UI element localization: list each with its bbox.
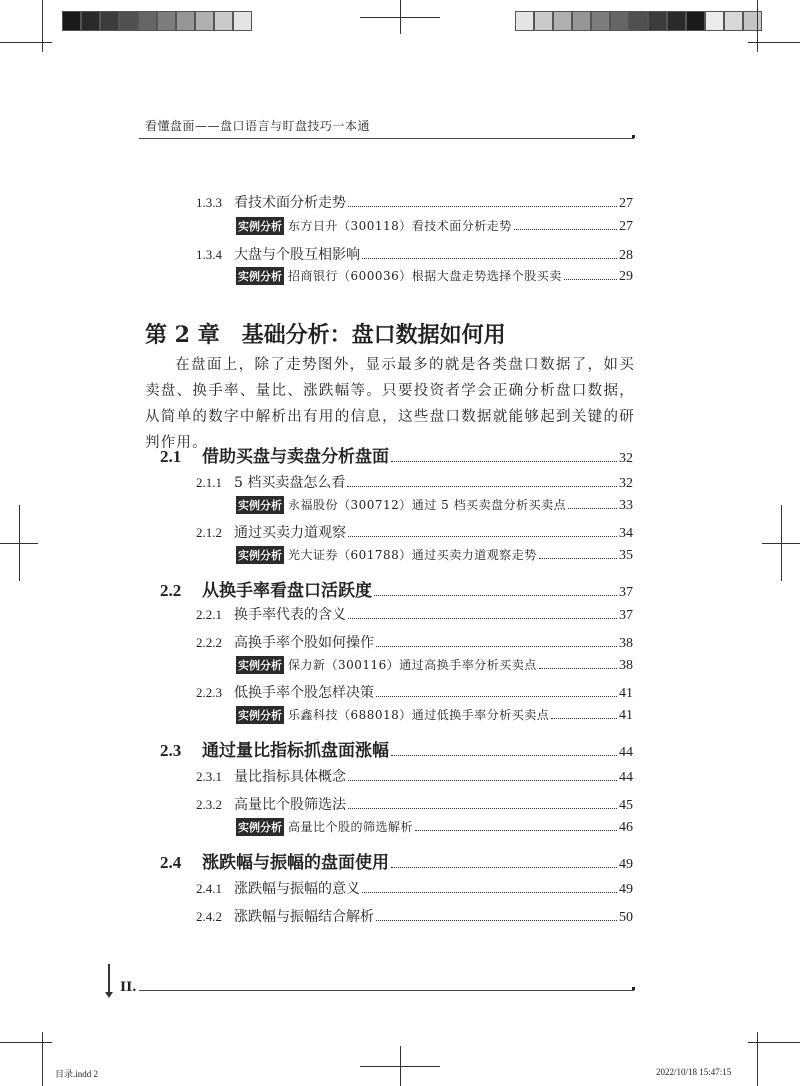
toc-number: 2.1.2 [196, 525, 222, 540]
toc-number: 2.3.1 [196, 769, 222, 784]
dot-leader [391, 461, 617, 462]
color-bar-left [62, 11, 252, 31]
toc-title: 低换手率个股怎样决策 [234, 685, 374, 701]
toc-page-number: 28 [619, 248, 633, 263]
color-swatch [534, 11, 553, 31]
slug-date: 2022/10/18 15:47:15 [656, 1067, 732, 1077]
header-rule [139, 138, 634, 139]
toc-number: 2.3.2 [196, 797, 222, 812]
color-swatch [591, 11, 610, 31]
dot-leader [347, 486, 617, 487]
toc-page-number: 32 [619, 476, 633, 491]
color-swatch [553, 11, 572, 31]
color-swatch [176, 11, 195, 31]
dot-leader [551, 718, 617, 719]
toc-page-number: 44 [619, 770, 633, 785]
toc-number: 2.4.1 [196, 881, 222, 896]
toc-subsection[interactable] [196, 604, 633, 624]
toc-section[interactable] [160, 576, 633, 601]
toc-example[interactable] [236, 818, 633, 836]
toc-title: 借助买盘与卖盘分析盘面 [202, 447, 389, 467]
color-swatch [515, 11, 534, 31]
color-swatch [743, 11, 762, 31]
example-badge: 实例分析 [236, 217, 284, 235]
header-dot [632, 135, 635, 138]
color-swatch [629, 11, 648, 31]
dot-leader [391, 755, 617, 756]
toc-example[interactable] [236, 267, 633, 285]
toc-subsection[interactable] [196, 192, 633, 212]
dot-leader [568, 508, 617, 509]
color-swatch [648, 11, 667, 31]
running-head: 看懂盘面——盘口语言与盯盘技巧一本通 [145, 119, 371, 133]
toc-title: 东方日升（300118）看技术面分析走势 [288, 219, 512, 233]
toc-example[interactable] [236, 656, 633, 674]
toc-title: 高量比个股筛选法 [234, 797, 346, 813]
color-swatch [572, 11, 591, 31]
dot-leader [348, 536, 617, 537]
toc-number: 2.1 [160, 447, 182, 466]
dot-leader [376, 696, 617, 697]
toc-page-number: 34 [619, 526, 633, 541]
color-swatch [100, 11, 119, 31]
dot-leader [415, 830, 617, 831]
toc-page-number: 29 [619, 269, 633, 284]
color-bar-right [515, 11, 762, 31]
chapter-title: 第 2 章 基础分析：盘口数据如何用 [145, 322, 506, 348]
color-swatch [667, 11, 686, 31]
toc-subsection[interactable] [196, 766, 633, 786]
toc-subsection[interactable] [196, 682, 633, 702]
color-swatch [195, 11, 214, 31]
toc-title: 换手率代表的含义 [234, 607, 346, 623]
example-badge: 实例分析 [236, 546, 284, 564]
toc-title: 涨跌幅与振幅的盘面使用 [202, 853, 389, 873]
toc-number: 2.2.2 [196, 635, 222, 650]
example-badge: 实例分析 [236, 496, 284, 514]
dot-leader [539, 558, 617, 559]
color-swatch [724, 11, 743, 31]
example-badge: 实例分析 [236, 656, 284, 674]
toc-page-number: 50 [619, 910, 633, 925]
color-swatch [233, 11, 252, 31]
toc-title: 永福股份（300712）通过 5 档买卖盘分析买卖点 [288, 498, 567, 512]
color-swatch [81, 11, 100, 31]
dot-leader [374, 595, 617, 596]
footer-dot [632, 987, 635, 990]
toc-page-number: 37 [619, 585, 633, 600]
toc-title: 光大证券（601788）通过买卖力道观察走势 [288, 548, 537, 562]
toc-subsection[interactable] [196, 906, 633, 926]
slug-file: 目录.indd 2 [55, 1069, 99, 1079]
toc-title: 乐鑫科技（688018）通过低换手率分析买卖点 [288, 708, 550, 722]
color-swatch [686, 11, 705, 31]
toc-subsection[interactable] [196, 472, 633, 492]
toc-title: 从换手率看盘口活跃度 [202, 581, 372, 601]
toc-title: 5 档买卖盘怎么看 [234, 475, 346, 491]
toc-title: 大盘与个股互相影响 [234, 247, 360, 263]
toc-page-number: 44 [619, 745, 633, 760]
toc-page-number: 41 [619, 686, 633, 701]
folio-marker [108, 964, 110, 994]
dot-leader [348, 618, 617, 619]
dot-leader [376, 646, 617, 647]
toc-title: 通过量比指标抓盘面涨幅 [202, 741, 389, 761]
toc-example[interactable] [236, 496, 633, 514]
toc-number: 1.3.3 [196, 195, 222, 210]
toc-number: 2.3 [160, 741, 182, 760]
toc-title: 量比指标具体概念 [234, 769, 346, 785]
color-swatch [62, 11, 81, 31]
dot-leader [348, 206, 617, 207]
color-swatch [214, 11, 233, 31]
color-swatch [610, 11, 629, 31]
toc-number: 2.4.2 [196, 909, 222, 924]
chapter-intro-text: 在盘面上，除了走势图外，显示最多的就是各类盘口数据了，如买卖盘、换手率、量比、涨跌幅等。只要投资者学会正确分析盘口数据，从简单的数字中解析出有用的信息，这些盘口数据就能够起到关键的研判作用。 [145, 357, 635, 451]
chapter-intro [145, 352, 635, 456]
toc-example[interactable] [236, 217, 633, 235]
toc-page-number: 38 [619, 658, 633, 673]
toc-title: 通过买卖力道观察 [234, 525, 346, 541]
toc-number: 2.2 [160, 581, 182, 600]
toc-page-number: 46 [619, 820, 633, 835]
toc-page-number: 32 [619, 451, 633, 466]
toc-title: 看技术面分析走势 [234, 195, 346, 211]
toc-number: 2.4 [160, 853, 182, 872]
dot-leader [362, 258, 617, 259]
toc-subsection[interactable] [196, 522, 633, 542]
toc-page-number: 49 [619, 882, 633, 897]
toc-title: 涨跌幅与振幅的意义 [234, 881, 360, 897]
dot-leader [376, 920, 617, 921]
dot-leader [564, 279, 617, 280]
dot-leader [539, 668, 617, 669]
toc-subsection[interactable] [196, 632, 633, 652]
toc-title: 涨跌幅与振幅结合解析 [234, 909, 374, 925]
dot-leader [348, 780, 617, 781]
toc-page-number: 49 [619, 857, 633, 872]
dot-leader [362, 892, 617, 893]
toc-subsection[interactable] [196, 878, 633, 898]
color-swatch [705, 11, 724, 31]
example-badge: 实例分析 [236, 818, 284, 836]
toc-title: 高量比个股的筛选解析 [288, 820, 414, 834]
footer-rule [139, 990, 634, 991]
toc-page-number: 41 [619, 708, 633, 723]
color-swatch [138, 11, 157, 31]
toc-example[interactable] [236, 546, 633, 564]
toc-title: 招商银行（600036）根据大盘走势选择个股买卖 [288, 269, 562, 283]
page-number: II. [120, 980, 137, 995]
toc-page-number: 37 [619, 608, 633, 623]
toc-number: 2.2.3 [196, 685, 222, 700]
toc-section[interactable] [160, 736, 633, 761]
toc-number: 2.2.1 [196, 607, 222, 622]
dot-leader [348, 808, 617, 809]
toc-section[interactable] [160, 442, 633, 467]
toc-page-number: 27 [619, 196, 633, 211]
example-badge: 实例分析 [236, 267, 284, 285]
toc-subsection[interactable] [196, 244, 633, 264]
toc-page-number: 27 [619, 219, 633, 234]
toc-page-number: 33 [619, 498, 633, 513]
toc-example[interactable] [236, 706, 633, 724]
color-swatch [157, 11, 176, 31]
folio-arrow-icon [105, 992, 113, 998]
toc-number: 1.3.4 [196, 247, 222, 262]
toc-page-number: 45 [619, 798, 633, 813]
dot-leader [514, 229, 617, 230]
toc-number: 2.1.1 [196, 475, 222, 490]
toc-page-number: 35 [619, 548, 633, 563]
toc-section[interactable] [160, 848, 633, 873]
toc-page-number: 38 [619, 636, 633, 651]
toc-title: 保力新（300116）通过高换手率分析买卖点 [288, 658, 537, 672]
example-badge: 实例分析 [236, 706, 284, 724]
dot-leader [391, 867, 617, 868]
toc-title: 高换手率个股如何操作 [234, 635, 374, 651]
color-swatch [119, 11, 138, 31]
toc-subsection[interactable] [196, 794, 633, 814]
